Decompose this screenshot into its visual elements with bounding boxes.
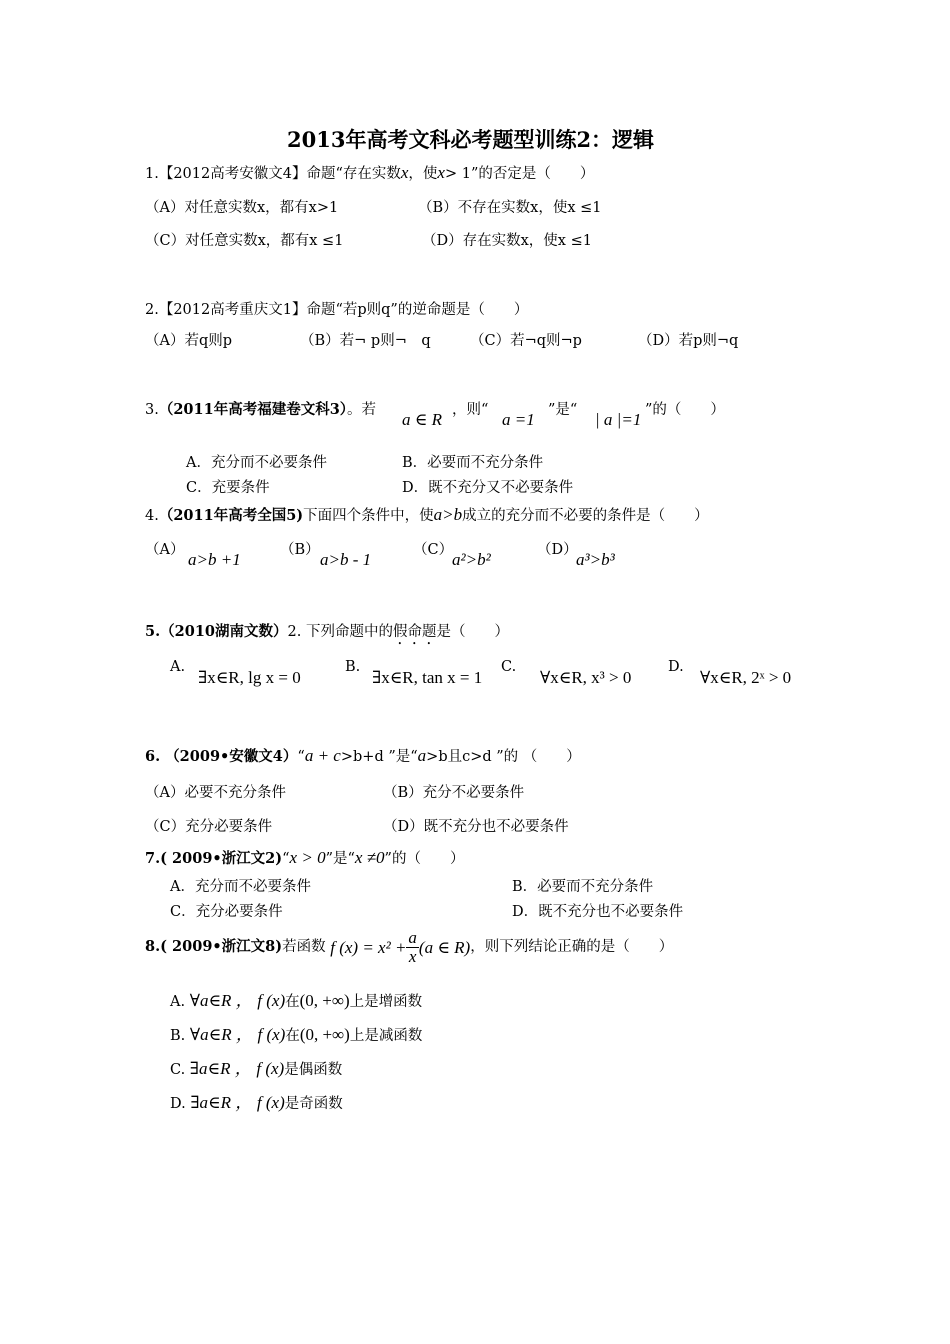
q7-stem <box>145 847 464 868</box>
q8-option-c <box>170 1054 342 1079</box>
q2-option-d: （D）若p则¬q <box>638 333 739 349</box>
q5-option-d-label: D. <box>668 659 684 675</box>
q8-option-b-text: 在 <box>285 1028 300 1044</box>
q8-condition: (a ∈ R) <box>418 937 471 957</box>
q3-stem <box>145 398 376 419</box>
q8-option-a-quantifier: ∀a∈R ， <box>189 991 253 1010</box>
q7-option-a: A．充分而不必要条件 <box>170 879 311 895</box>
q8-fraction-denominator: x <box>408 946 417 966</box>
q6-expression-2: a <box>417 746 427 765</box>
q4-stem-a: 下面四个条件中，使 <box>303 508 434 524</box>
q2-option-a: （A）若q则p <box>145 333 233 349</box>
q8-option-b-quantifier: ∀a∈R ， <box>189 1025 253 1044</box>
q8-fraction-numerator: a <box>408 928 417 947</box>
q7-stem-a: “ <box>282 851 290 867</box>
q7-source: 7.( 2009•浙江文2) <box>145 850 283 867</box>
q2-option-c: （C）若¬q则¬p <box>470 333 582 349</box>
q8-option-a-function: f (x) <box>257 991 286 1010</box>
q6-option-a: （A）必要不充分条件 <box>145 785 286 801</box>
q5-stem <box>145 620 509 648</box>
q7-expression-1: x > 0 <box>289 848 326 867</box>
q4-option-a: a>b +1 <box>188 550 241 569</box>
q8-option-c-quantifier: ∃a∈R ， <box>189 1059 252 1078</box>
page-title: 2013年高考文科必考题型训练2：逻辑 <box>287 127 655 152</box>
q8-option-d-quantifier: ∃a∈R ， <box>190 1093 253 1112</box>
q1-stem-post: > 1”的否定是（ ） <box>444 166 595 182</box>
q7-expression-2: x ≠0 <box>354 848 385 867</box>
q6-option-b: （B）充分不必要条件 <box>383 785 525 801</box>
q8-option-c-function: f (x) <box>256 1059 285 1078</box>
q3-num: 3. <box>145 402 159 418</box>
q8-source: 8.( 2009•浙江文8) <box>145 938 283 956</box>
q6-stem-c: >b且c>d ”的 （ ） <box>426 749 581 765</box>
q4-option-d: a³>b³ <box>576 550 615 569</box>
q8-option-d-tail: 是奇函数 <box>284 1096 343 1112</box>
q4-option-c-label: （C） <box>413 542 454 558</box>
q3-option-a: A．充分而不必要条件 <box>186 455 327 471</box>
q8-option-d-label: D. <box>170 1096 186 1112</box>
q1-stem-mid: ，使 <box>408 166 438 182</box>
q8-option-b-interval: (0, +∞) <box>299 1025 350 1044</box>
q3-condition-1: a ∈ R <box>402 410 442 429</box>
q1-stem <box>145 162 594 183</box>
q4-option-b: a>b - 1 <box>320 550 372 569</box>
q3-stem-d: ”的（ ） <box>645 402 725 418</box>
q1-option-d: （D）存在实数x，使x ≤1 <box>422 233 592 249</box>
q8-stem <box>145 929 673 966</box>
q1-var: x <box>400 163 409 182</box>
q5-stem-b: 是（ ） <box>436 624 509 640</box>
q3-option-b: B．必要而不充分条件 <box>402 455 544 471</box>
q8-option-a-interval: (0, +∞) <box>299 991 350 1010</box>
q8-option-b-function: f (x) <box>257 1025 286 1044</box>
q4-option-c: a²>b² <box>452 550 491 569</box>
q8-stem-a: 若函数 <box>282 939 326 956</box>
q5-source: 5.（2010湖南文数） <box>145 623 288 640</box>
q6-stem-a: “ <box>297 749 305 765</box>
q3-stem-b: ，则“ <box>452 402 489 418</box>
q6-option-d: （D）既不充分也不必要条件 <box>383 819 569 835</box>
q1-option-a: （A）对任意实数x，都有x>1 <box>145 200 339 216</box>
q2-stem: 2.【2012高考重庆文1】命题“若p则q”的逆命题是（ ） <box>145 302 529 318</box>
q4-num: 4. <box>145 508 159 524</box>
q2-option-b: （B）若¬ p则¬ q <box>300 333 431 349</box>
q6-source: 6. （2009•安徽文4） <box>145 748 298 765</box>
q8-option-a-text: 在 <box>285 994 300 1010</box>
q1-option-b: （B）不存在实数x，使x ≤1 <box>418 200 602 216</box>
q4-option-a-label: （A） <box>145 542 185 558</box>
q1-option-c: （C）对任意实数x，都有x ≤1 <box>145 233 344 249</box>
q3-option-c: C．充要条件 <box>186 480 270 496</box>
q5-emphasis: 假命题 <box>392 624 437 640</box>
q5-option-c-label: C. <box>501 659 517 675</box>
q4-stem-b: 成立的充分而不必要的条件是（ ） <box>462 508 709 524</box>
q8-option-c-label: C. <box>170 1062 186 1078</box>
q5-stem-a: 2. 下列命题中的 <box>287 624 393 640</box>
q4-stem <box>145 504 709 525</box>
q7-option-c: C．充分必要条件 <box>170 904 283 920</box>
q7-stem-b: ”是“ <box>325 851 355 867</box>
q7-option-d: D．既不充分也不必要条件 <box>512 904 684 920</box>
q7-option-b: B．必要而不充分条件 <box>512 879 654 895</box>
q8-option-a-label: A. <box>170 994 186 1010</box>
q8-option-d-function: f (x) <box>256 1093 285 1112</box>
q8-option-b-label: B. <box>170 1028 186 1044</box>
q4-option-b-label: （B） <box>280 542 320 558</box>
q3-option-d: D．既不充分又不必要条件 <box>402 480 574 496</box>
q5-option-a: ∃x∈R, lg x = 0 <box>198 668 301 687</box>
q5-option-d: ∀x∈R, 2ˣ > 0 <box>700 668 792 687</box>
q3-source: （2011年高考福建卷文科3） <box>158 401 348 418</box>
q5-option-c: ∀x∈R, x³ > 0 <box>540 668 632 687</box>
q3-stem-c: ”是“ <box>548 402 578 418</box>
q4-condition: a>b <box>433 505 463 524</box>
q8-option-d <box>170 1088 343 1113</box>
q5-option-a-label: A. <box>170 659 186 675</box>
q6-option-c: （C）充分必要条件 <box>145 819 273 835</box>
q5-option-b: ∃x∈R, tan x = 1 <box>372 668 483 687</box>
q8-option-a <box>170 986 422 1011</box>
q8-option-a-tail: 上是增函数 <box>349 994 423 1010</box>
q8-option-c-tail: 是偶函数 <box>284 1062 343 1078</box>
q5-option-b-label: B. <box>345 659 361 675</box>
q3-condition-3: | a |=1 <box>595 410 642 429</box>
q6-expression-1: a + c <box>304 746 341 765</box>
q8-fraction <box>406 929 419 966</box>
q3-condition-2: a =1 <box>502 410 535 429</box>
q7-stem-c: ”的（ ） <box>384 851 465 867</box>
q4-source: （2011年高考全国5) <box>158 507 304 524</box>
q1-stem-pre: 1.【2012高考安徽文4】命题“存在实数 <box>145 166 401 182</box>
q8-option-b <box>170 1020 422 1045</box>
q6-stem <box>145 745 581 766</box>
q8-option-b-tail: 上是减函数 <box>349 1028 423 1044</box>
q1-var-2: x <box>437 163 445 182</box>
q4-option-d-label: （D） <box>537 542 578 558</box>
q8-stem-b: ，则下列结论正确的是（ ） <box>470 939 674 956</box>
q3-stem-a: 。若 <box>347 402 377 418</box>
q8-function: f (x) = x² + <box>330 937 407 957</box>
q6-stem-b: >b+d ”是“ <box>340 749 418 765</box>
